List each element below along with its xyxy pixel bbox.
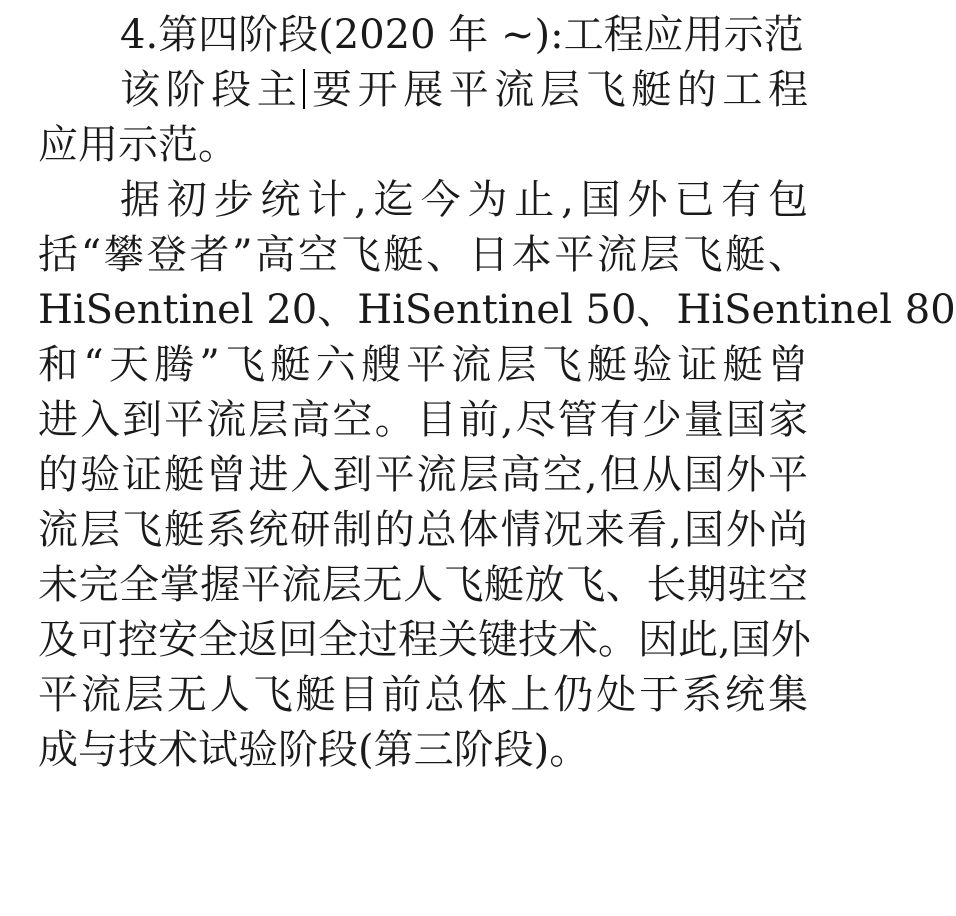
paragraph-1-line-2: 应用示范。 — [38, 122, 238, 168]
paragraph-2-line-6: 的验证艇曾进入到平流层高空,但从国外平 — [38, 452, 808, 498]
paragraph-1-line-1 — [38, 63, 808, 118]
paragraph-2-line-7: 流层飞艇系统研制的总体情况来看,国外尚 — [38, 507, 808, 553]
paragraph-2-line-5: 进入到平流层高空。目前,尽管有少量国家 — [38, 397, 808, 443]
paragraph-2-line-8: 未完全掌握平流层无人飞艇放飞、长期驻空 — [38, 562, 808, 608]
paragraph-2-line-10: 平流层无人飞艇目前总体上仍处于系统集 — [38, 672, 808, 718]
paragraph-2-line-2: 括“攀登者”高空飞艇、日本平流层飞艇、 — [38, 232, 808, 278]
paragraph-2-line-9: 及可控安全返回全过程关键技术。因此,国外 — [38, 617, 811, 663]
paragraph-2-line-4: 和“天腾”飞艇六艘平流层飞艇验证艇曾 — [38, 342, 808, 388]
text-run: 要开展平流层飞艇的工程 — [306, 67, 809, 113]
paragraph-2-line-11: 成与技术试验阶段(第三阶段)。 — [38, 727, 590, 773]
section-heading: 4.第四阶段(2020 年 ~):工程应用示范 — [120, 12, 804, 58]
paragraph-2-line-3: HiSentinel 20、HiSentinel 50、HiSentinel 80 — [38, 287, 956, 333]
paragraph-2-line-1: 据初步统计,迄今为止,国外已有包 — [120, 177, 808, 223]
text-run: 该阶段主 — [120, 67, 303, 113]
document-page — [38, 8, 956, 778]
